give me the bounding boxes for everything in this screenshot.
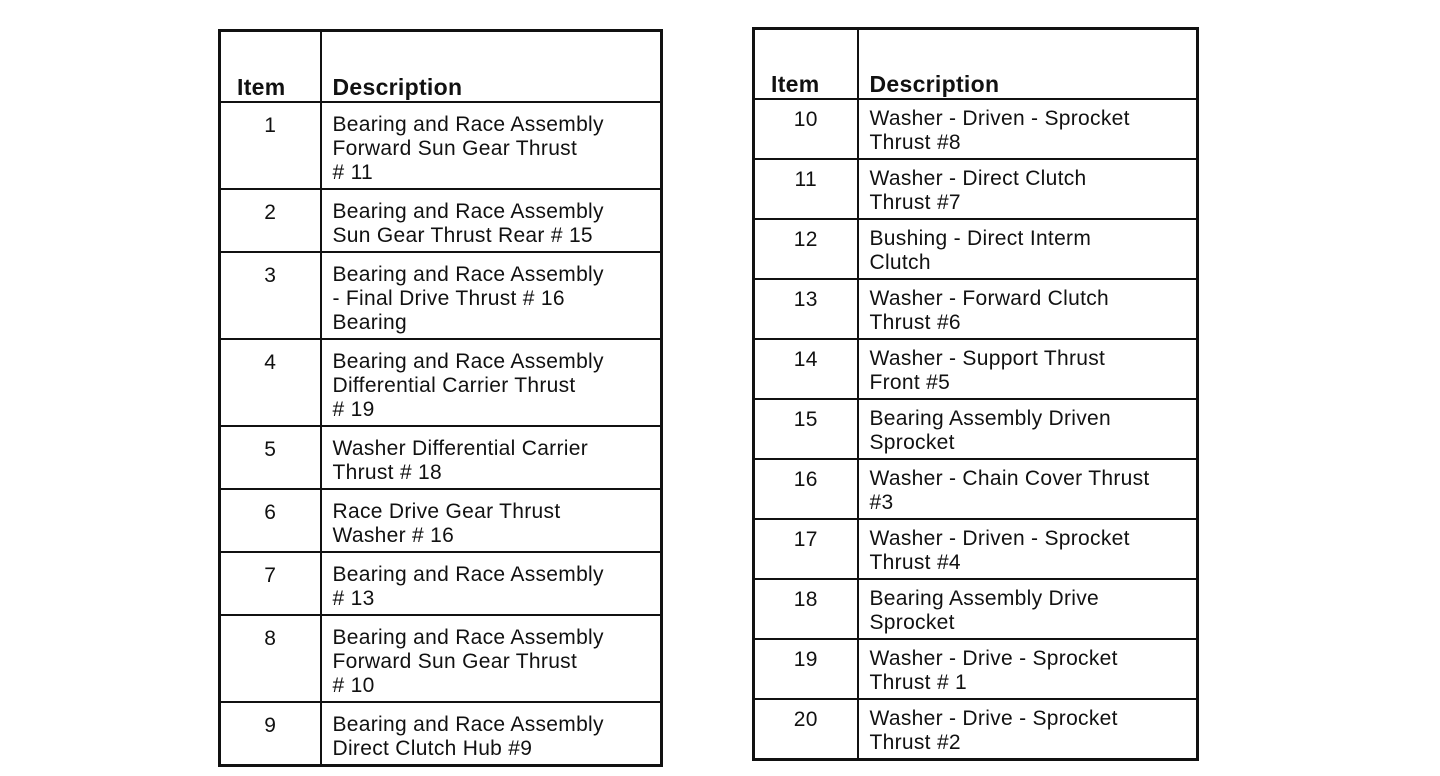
description-column-header: Description xyxy=(321,31,662,102)
table-row xyxy=(220,252,662,339)
item-description: Bearing Assembly Drive Sprocket xyxy=(858,579,1198,639)
table-row xyxy=(754,519,1198,579)
table-row xyxy=(220,189,662,252)
item-number: 18 xyxy=(754,579,858,639)
table-row xyxy=(754,699,1198,760)
item-description: Bearing and Race Assembly Forward Sun Gear Thrust # 11 xyxy=(321,102,662,189)
item-description: Bearing and Race Assembly - Final Drive Thrust # 16 Bearing xyxy=(321,252,662,339)
table-row xyxy=(220,552,662,615)
table-row xyxy=(220,615,662,702)
table-row xyxy=(754,279,1198,339)
item-number: 14 xyxy=(754,339,858,399)
item-description: Bushing - Direct Interm Clutch xyxy=(858,219,1198,279)
item-number: 12 xyxy=(754,219,858,279)
table-row xyxy=(220,489,662,552)
item-description: Bearing and Race Assembly Differential Carrier Thrust # 19 xyxy=(321,339,662,426)
item-description: Bearing and Race Assembly Direct Clutch Hub #9 xyxy=(321,702,662,766)
item-description: Washer - Driven - Sprocket Thrust #4 xyxy=(858,519,1198,579)
parts-table-left xyxy=(218,29,663,767)
table-row xyxy=(754,639,1198,699)
table-row xyxy=(220,426,662,489)
item-number: 19 xyxy=(754,639,858,699)
table-row xyxy=(754,459,1198,519)
item-description: Washer - Driven - Sprocket Thrust #8 xyxy=(858,99,1198,159)
table-header-row xyxy=(220,31,662,102)
table-row xyxy=(220,702,662,766)
parts-table-right xyxy=(752,27,1199,761)
item-number: 2 xyxy=(220,189,321,252)
table-row xyxy=(754,399,1198,459)
description-column-header: Description xyxy=(858,29,1198,99)
item-description: Bearing Assembly Driven Sprocket xyxy=(858,399,1198,459)
item-description: Bearing and Race Assembly Sun Gear Thrust Rear # 15 xyxy=(321,189,662,252)
item-number: 10 xyxy=(754,99,858,159)
item-number: 4 xyxy=(220,339,321,426)
table-row xyxy=(754,99,1198,159)
item-description: Bearing and Race Assembly # 13 xyxy=(321,552,662,615)
item-description: Race Drive Gear Thrust Washer # 16 xyxy=(321,489,662,552)
item-column-header: Item xyxy=(220,31,321,102)
item-number: 20 xyxy=(754,699,858,760)
item-description: Washer - Drive - Sprocket Thrust #2 xyxy=(858,699,1198,760)
item-number: 13 xyxy=(754,279,858,339)
item-number: 17 xyxy=(754,519,858,579)
item-description: Washer - Direct Clutch Thrust #7 xyxy=(858,159,1198,219)
item-number: 15 xyxy=(754,399,858,459)
item-number: 1 xyxy=(220,102,321,189)
item-description: Bearing and Race Assembly Forward Sun Gear Thrust # 10 xyxy=(321,615,662,702)
item-number: 3 xyxy=(220,252,321,339)
item-number: 5 xyxy=(220,426,321,489)
table-row xyxy=(754,339,1198,399)
table-header-row xyxy=(754,29,1198,99)
item-description: Washer - Drive - Sprocket Thrust # 1 xyxy=(858,639,1198,699)
table-row xyxy=(220,339,662,426)
item-description: Washer - Chain Cover Thrust #3 xyxy=(858,459,1198,519)
table-row xyxy=(754,219,1198,279)
item-number: 7 xyxy=(220,552,321,615)
table-row xyxy=(754,579,1198,639)
item-number: 6 xyxy=(220,489,321,552)
item-number: 16 xyxy=(754,459,858,519)
item-number: 8 xyxy=(220,615,321,702)
item-description: Washer - Forward Clutch Thrust #6 xyxy=(858,279,1198,339)
item-description: Washer Differential Carrier Thrust # 18 xyxy=(321,426,662,489)
item-number: 11 xyxy=(754,159,858,219)
item-description: Washer - Support Thrust Front #5 xyxy=(858,339,1198,399)
item-column-header: Item xyxy=(754,29,858,99)
item-number: 9 xyxy=(220,702,321,766)
table-row xyxy=(220,102,662,189)
table-row xyxy=(754,159,1198,219)
